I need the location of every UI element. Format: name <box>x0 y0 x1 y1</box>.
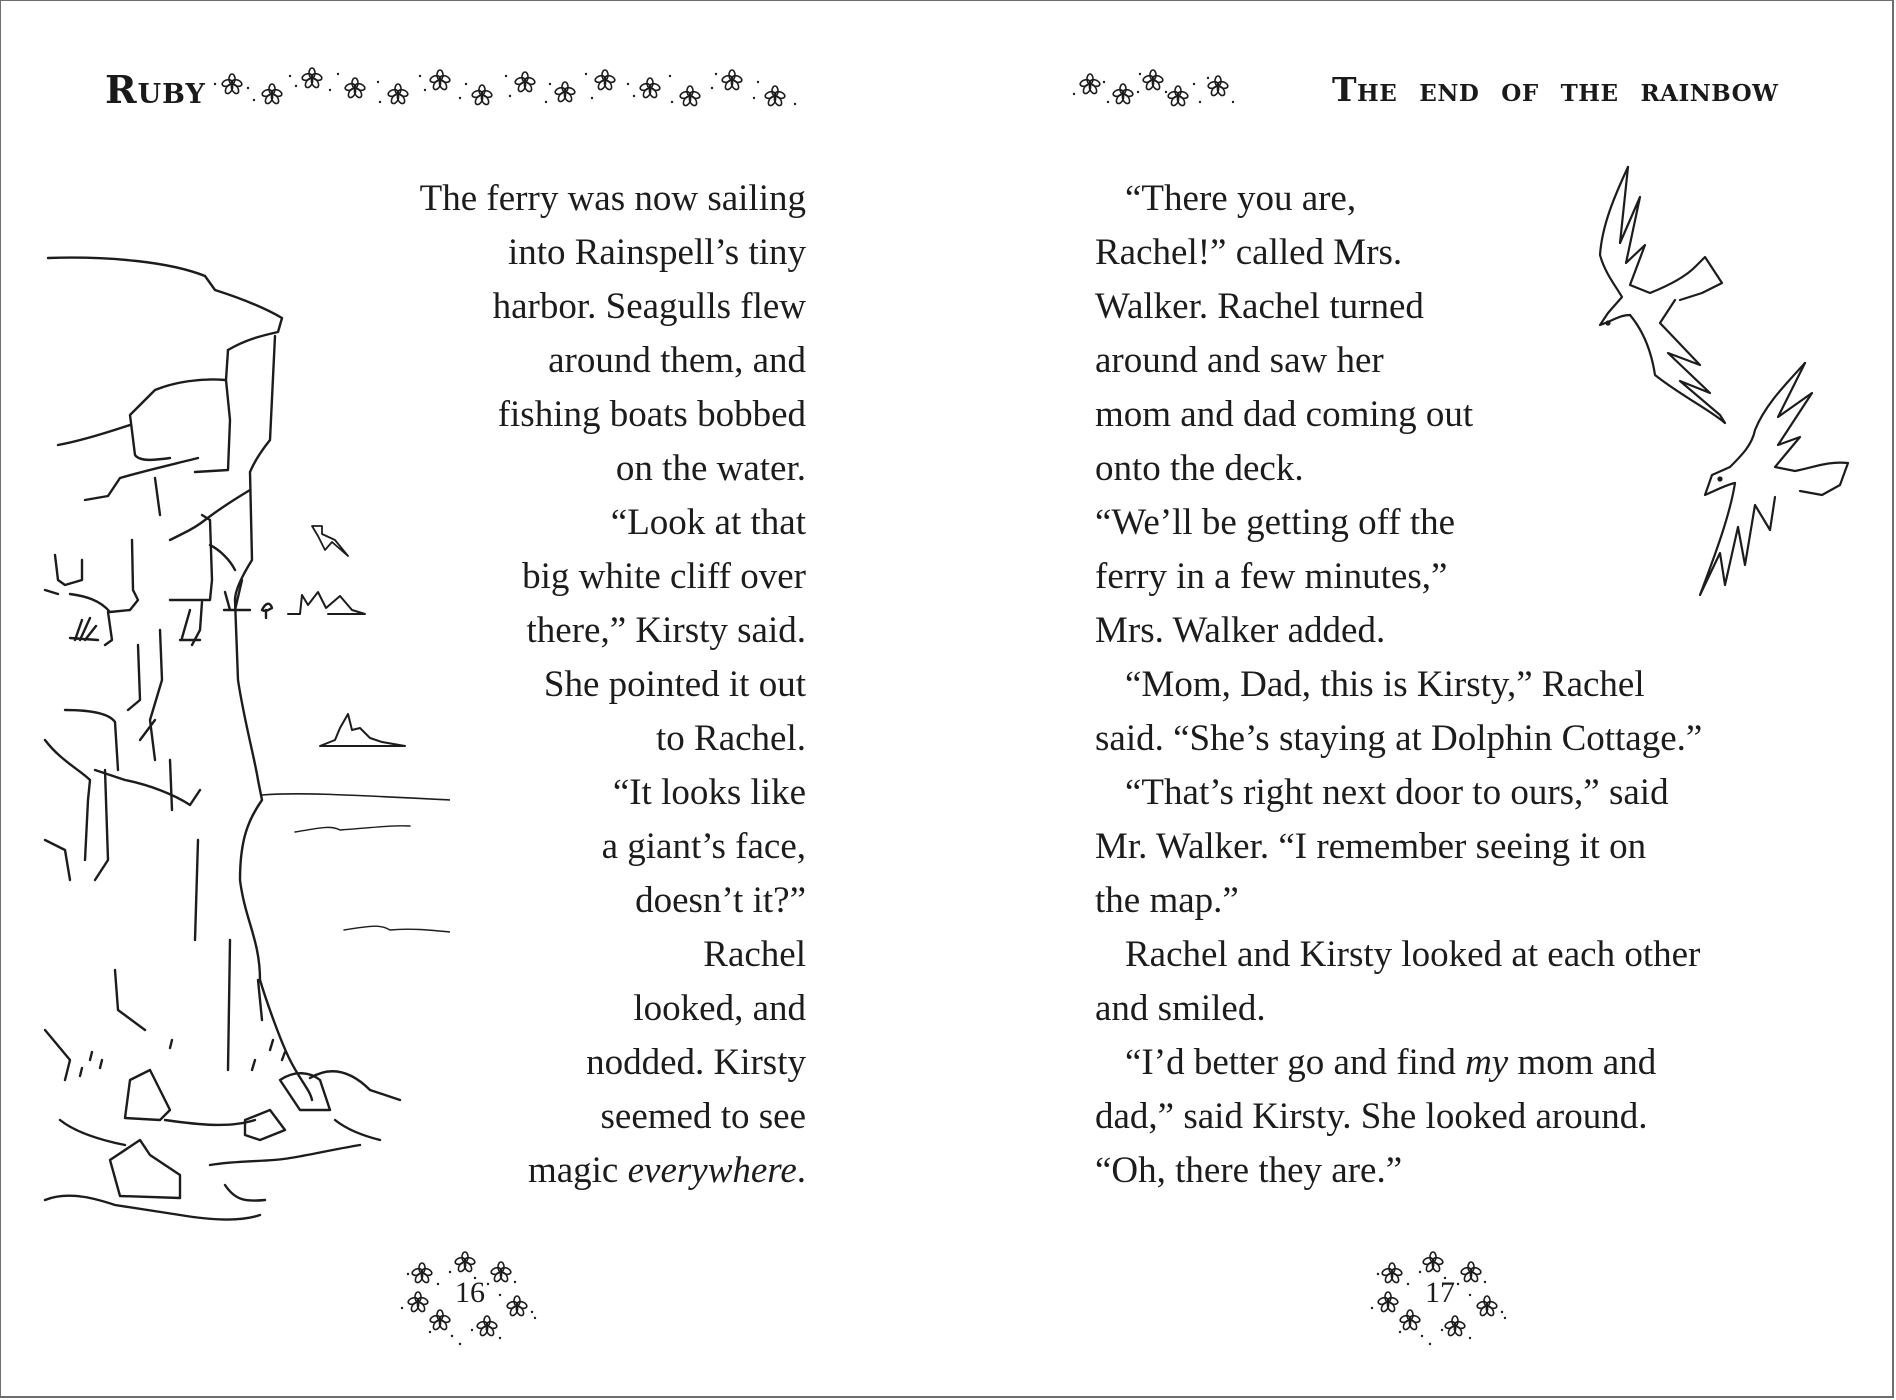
emphasis-text: everywhere <box>627 1150 797 1191</box>
text-line: mom and dad coming out <box>1095 394 1474 435</box>
text-line: She pointed it out <box>543 664 806 705</box>
page-number: 16 <box>455 1276 485 1309</box>
text-line <box>1095 1036 1775 1090</box>
text-line: ferry in a few minutes,” <box>1095 556 1448 597</box>
text-line: “Mom, Dad, this is Kirsty,” Rachel <box>1125 664 1645 705</box>
text-line: seemed to see <box>600 1096 806 1137</box>
emphasis-text: my <box>1465 1042 1509 1083</box>
text-line: dad,” said Kirsty. She looked around. <box>1095 1096 1648 1137</box>
running-head-left: Ruby <box>105 67 206 112</box>
text-line: “There you are, <box>1125 178 1357 219</box>
text-run: . <box>796 1150 806 1191</box>
text-line: fishing boats bobbed <box>497 394 806 435</box>
text-line: Mr. Walker. “I remember seeing it on <box>1095 826 1647 867</box>
text-line: said. “She’s staying at Dolphin Cottage.” <box>1095 718 1703 759</box>
page-number: 17 <box>1425 1276 1455 1309</box>
text-line: “It looks like <box>612 772 806 813</box>
right-page <box>948 0 1896 1400</box>
page-number-left <box>380 1240 560 1350</box>
body-text-right <box>1095 172 1775 1198</box>
text-line <box>380 1144 806 1198</box>
text-line: on the water. <box>615 448 806 489</box>
text-line: “We’ll be getting off the <box>1095 502 1456 543</box>
running-head-right: The end of the rainbow <box>1332 70 1779 109</box>
text-line: “That’s right next door to ours,” said <box>1125 772 1669 813</box>
text-line: doesn’t it?” <box>635 880 806 921</box>
body-text-left <box>380 172 806 1198</box>
text-line: there,” Kirsty said. <box>526 610 806 651</box>
text-run: mom and <box>1508 1042 1657 1083</box>
text-line: Walker. Rachel turned <box>1095 286 1424 327</box>
text-line: Mrs. Walker added. <box>1095 610 1386 651</box>
text-line: harbor. Seagulls flew <box>492 286 806 327</box>
text-line: nodded. Kirsty <box>586 1042 806 1083</box>
text-line: and smiled. <box>1095 988 1266 1029</box>
text-line: into Rainspell’s tiny <box>507 232 806 273</box>
flower-flourish-icon <box>210 62 810 112</box>
text-line: around them, and <box>548 340 806 381</box>
text-line: to Rachel. <box>655 718 806 759</box>
text-line: around and saw her <box>1095 340 1384 381</box>
text-line: “Oh, there they are.” <box>1095 1150 1403 1191</box>
text-line: “Look at that <box>610 502 806 543</box>
text-line: Rachel and Kirsty looked at each other <box>1125 934 1701 975</box>
text-line: looked, and <box>633 988 806 1029</box>
text-line: the map.” <box>1095 880 1239 921</box>
text-line: big white cliff over <box>522 556 806 597</box>
page-number-right <box>1360 1240 1540 1350</box>
text-line: onto the deck. <box>1095 448 1304 489</box>
text-line: Rachel!” called Mrs. <box>1095 232 1403 273</box>
text-run: magic <box>527 1150 628 1191</box>
text-line: Rachel <box>703 934 806 975</box>
text-line: a giant’s face, <box>601 826 806 867</box>
flower-flourish-icon <box>1068 62 1318 112</box>
text-run: “I’d better go and find <box>1125 1042 1466 1083</box>
text-line: The ferry was now sailing <box>419 178 806 219</box>
